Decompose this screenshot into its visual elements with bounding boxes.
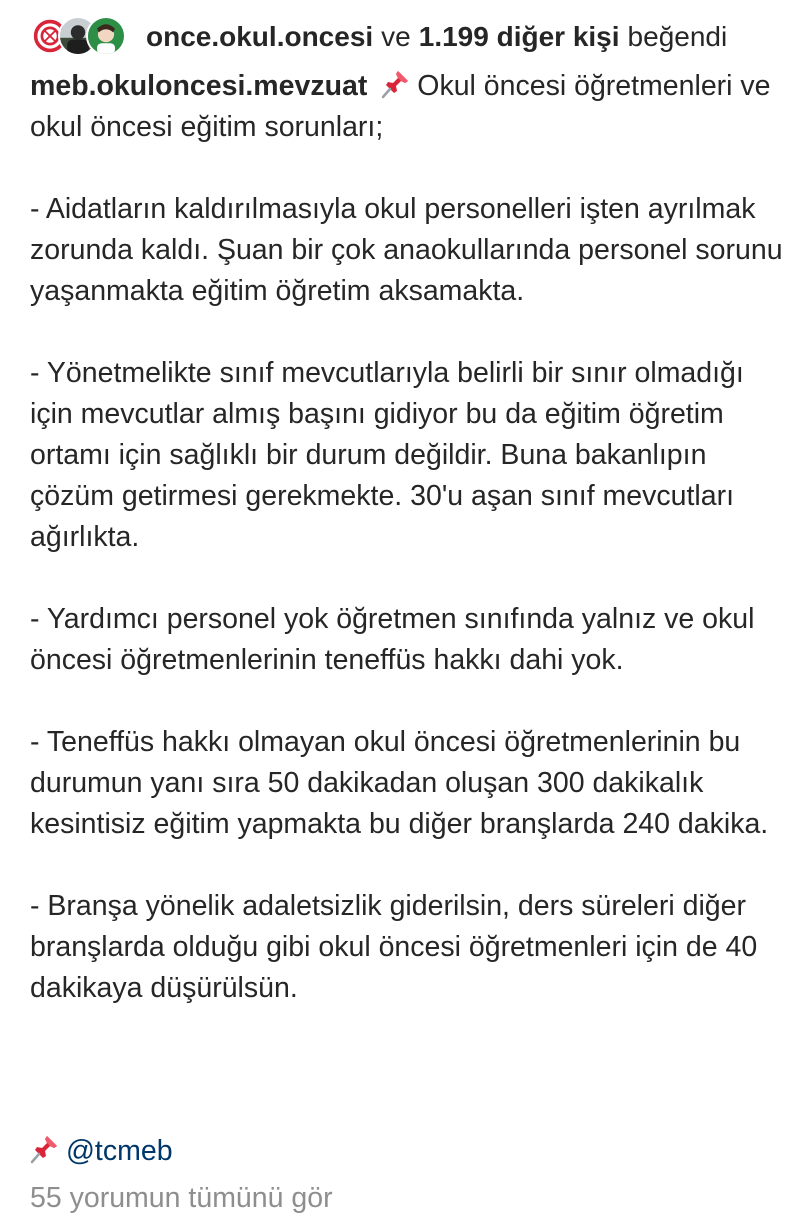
mention-line [30, 1131, 173, 1172]
likes-connector: ve [381, 21, 411, 52]
caption-paragraph: - Aidatların kaldırılmasıyla okul personelleri işten ayrılmak zorunda kaldı. Şuan bir çok anaokullarında personel sorunu yaşanmakta eğitim öğretim aksamakta. [30, 193, 783, 307]
likes-suffix: beğendi [627, 21, 728, 52]
liker-avatars[interactable] [30, 14, 130, 60]
avatar[interactable] [86, 16, 126, 56]
liker-username[interactable]: once.okul.oncesi [146, 21, 374, 52]
caption-intro [30, 66, 786, 148]
caption-intro-text: Okul öncesi öğretmenleri ve okul öncesi eğitim sorunları; [30, 70, 771, 143]
caption-paragraph: - Teneffüs hakkı olmayan okul öncesi öğretmenlerinin bu durumun yanı sıra 50 dakikadan oluşan 300 dakikalık kesintisiz eğitim yapmakta bu diğer branşlarda 240 dakika. [30, 726, 769, 840]
pushpin-icon [30, 1133, 60, 1165]
pushpin-icon [381, 68, 411, 100]
mention-link[interactable]: @tcmeb [66, 1135, 173, 1167]
post-author[interactable]: meb.okuloncesi.mevzuat [30, 70, 368, 102]
likes-count[interactable]: 1.199 diğer kişi [418, 21, 620, 52]
caption-paragraph: - Branşa yönelik adaletsizlik giderilsin, ders süreleri diğer branşlarda olduğu gibi okul öncesi öğretmenleri için de 40 dakikaya düşürülsün. [30, 890, 758, 1004]
post-caption [30, 66, 786, 1050]
view-all-comments-link[interactable]: 55 yorumun tümünü gör [30, 1182, 333, 1214]
likes-summary [30, 14, 727, 60]
caption-paragraph: - Yönetmelikte sınıf mevcutlarıyla belirli bir sınır olmadığı için mevcutlar almış başını gidiyor bu da eğitim öğretim ortamı için sağlıklı bir durum değildir. Buna bakanlıpın çözüm getirmesi gerekmekte. 30'u aşan sınıf mevcutları ağırlıkta. [30, 357, 744, 553]
caption-paragraph: - Yardımcı personel yok öğretmen sınıfında yalnız ve okul öncesi öğretmenlerinin teneffüs hakkı dahi yok. [30, 603, 755, 676]
